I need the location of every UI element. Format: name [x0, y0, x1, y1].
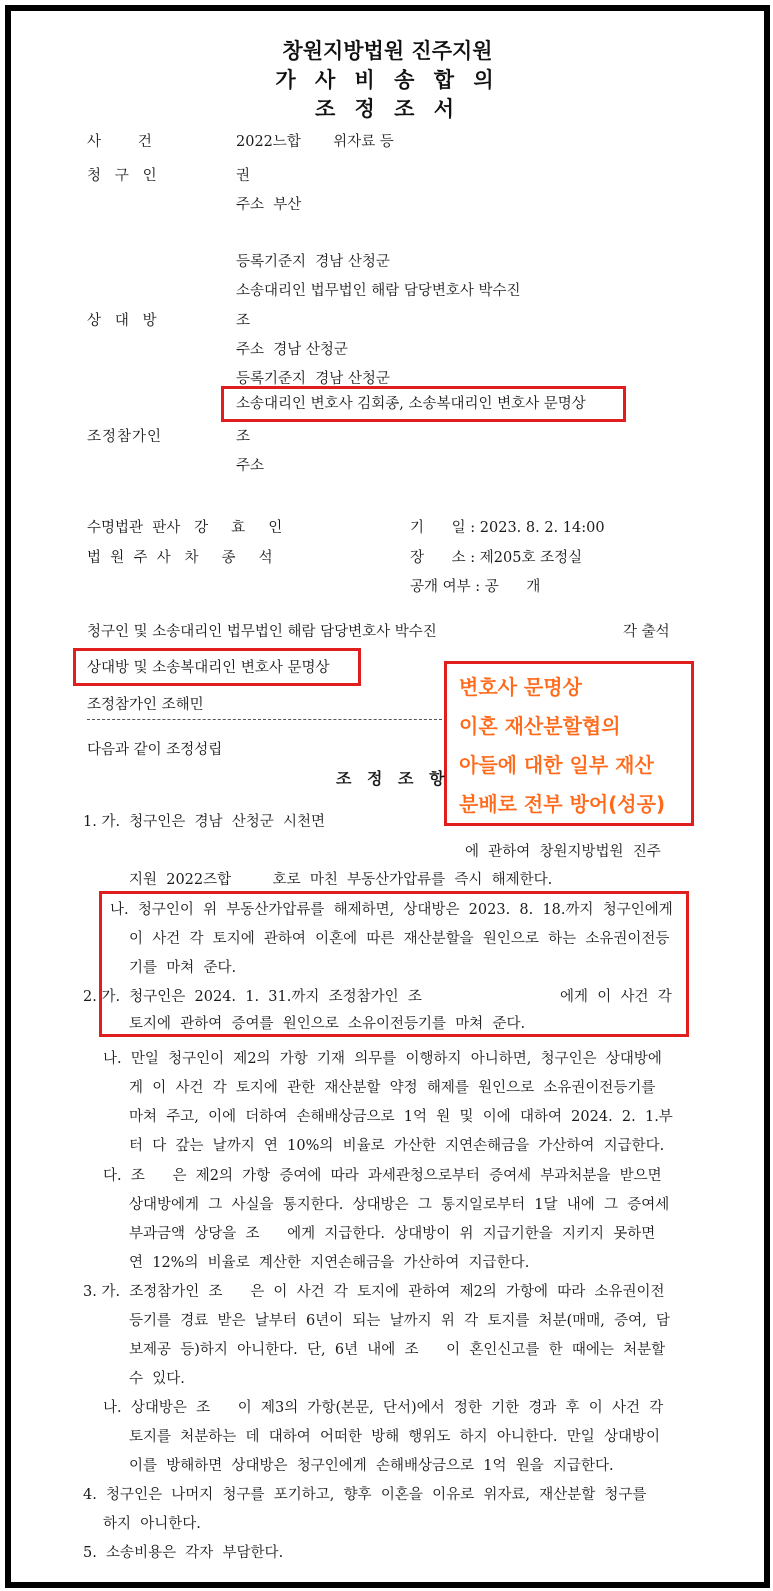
term-1b-line-1: 나. 청구인이 위 부동산가압류를 해제하면, 상대방은 2023. 8. 18.까지 청구인에게 [110, 902, 673, 918]
term-3a-line-1: 3. 가. 조정참가인 조 은 이 사건 각 토지에 관하여 제2의 가항에 따라 소유권이전 [83, 1284, 665, 1300]
judge-line: 수명법관 판사 강 효 인 [87, 520, 283, 536]
claimant-name: 권 [236, 168, 251, 184]
respondent-representative: 소송대리인 변호사 김회종, 소송복대리인 변호사 문명상 [236, 396, 586, 412]
term-2b-line-3: 마쳐 주고, 이에 더하여 손해배상금으로 1억 원 및 이에 대하여 2024. 2. 1.부 [129, 1109, 673, 1125]
respondent-address: 주소 경남 산청군 [236, 342, 348, 358]
term-1a-line-2: 에 관하여 창원지방법원 진주 [465, 844, 661, 860]
claimant-label: 청 구 인 [87, 168, 157, 184]
attendance-present: 각 출석 [623, 624, 670, 640]
intervenor-name: 조 [236, 429, 251, 445]
term-2c-line-3: 부과금액 상당을 조 에게 지급한다. 상대방이 위 지급기한을 지키지 못하면 [129, 1226, 656, 1242]
term-4-line-2: 하지 아니한다. [103, 1516, 201, 1532]
term-2b-line-2: 게 이 사건 각 토지에 관한 재산분할 약정 해제를 원인으로 소유권이전등기를 [129, 1080, 656, 1096]
document-title: 조 정 조 서 [314, 97, 461, 121]
intervenor-label: 조정참가인 [87, 429, 163, 445]
term-1a-line-1: 1. 가. 청구인은 경남 산청군 시천면 [83, 814, 326, 830]
term-2b-line-1: 나. 만일 청구인이 제2의 가항 기재 의무를 이행하지 아니하면, 청구인은 상대방에 [103, 1051, 662, 1067]
intervenor-address: 주소 [236, 458, 265, 474]
session-public: 공개 여부 : 공 개 [410, 579, 541, 595]
case-value: 2022느합 위자료 등 [236, 134, 394, 150]
term-3b-line-1: 나. 상대방은 조 이 제3의 가항(본문, 단서)에서 정한 기한 경과 후 이 사건 각 [103, 1400, 664, 1416]
term-2a-line-2: 토지에 관하여 증여를 원인으로 소유이전등기를 마쳐 준다. [129, 1016, 526, 1032]
term-2a-line-1-right: 에게 이 사건 각 [560, 989, 672, 1005]
attendance-line-3: 조정참가인 조해민 [87, 697, 204, 713]
callout-line-1: 변호사 문명상 [459, 675, 582, 699]
callout-line-2: 이혼 재산분할협의 [459, 714, 621, 738]
term-3a-line-4: 수 있다. [129, 1371, 185, 1387]
term-1a-line-3: 지원 2022즈합 호로 마친 부동산가압류를 즉시 해제한다. [129, 872, 553, 888]
callout-line-3: 아들에 대한 일부 재산 [459, 753, 654, 777]
claimant-representative: 소송대리인 법무법인 해람 담당변호사 박수진 [236, 283, 521, 299]
term-3b-line-3: 이를 방해하면 상대방은 청구인에게 손해배상금으로 1억 원을 지급한다. [129, 1458, 614, 1474]
claimant-registry: 등록기준지 경남 산청군 [236, 254, 390, 270]
division-name: 가 사 비 송 합 의 [275, 68, 500, 92]
clerk-line: 법 원 주 사 차 종 석 [87, 550, 273, 566]
case-label: 사 건 [87, 134, 152, 150]
term-1b-line-3: 기를 마쳐 준다. [129, 960, 237, 976]
term-2c-line-4: 연 12%의 비율로 계산한 지연손해금을 가산하여 지급한다. [129, 1255, 530, 1271]
callout-box [444, 661, 694, 826]
session-date: 기 일 : 2023. 8. 2. 14:00 [410, 520, 605, 536]
term-1b-line-2: 이 사건 각 토지에 관하여 이혼에 따른 재산분할을 원인으로 하는 소유권이전등 [129, 931, 670, 947]
court-name: 창원지방법원 진주지원 [282, 39, 493, 63]
separator-line [87, 719, 442, 720]
term-5-line-1: 5. 소송비용은 각자 부담한다. [83, 1545, 284, 1561]
term-3a-line-2: 등기를 경료 받은 날부터 6년이 되는 날까지 위 각 토지를 처분(매매, 증여, 담 [129, 1313, 670, 1329]
settlement-result: 다음과 같이 조정성립 [87, 742, 223, 758]
respondent-registry: 등록기준지 경남 산청군 [236, 371, 390, 387]
attendance-line-1: 청구인 및 소송대리인 법무법인 해람 담당변호사 박수진 [87, 624, 437, 640]
term-2a-line-1: 2. 가. 청구인은 2024. 1. 31.까지 조정참가인 조 [83, 989, 422, 1005]
session-place: 장 소 : 제205호 조정실 [410, 550, 583, 566]
term-4-line-1: 4. 청구인은 나머지 청구를 포기하고, 향후 이혼을 이유로 위자료, 재산분할 청구를 [83, 1487, 647, 1503]
term-2b-line-4: 터 다 갚는 날까지 연 10%의 비율로 가산한 지연손해금을 가산하여 지급한다. [129, 1138, 665, 1154]
term-3b-line-2: 토지를 처분하는 데 대하여 어떠한 방해 행위도 하지 아니한다. 만일 상대방이 [129, 1429, 661, 1445]
claimant-address: 주소 부산 [236, 197, 302, 213]
term-2c-line-2: 상대방에게 그 사실을 통지한다. 상대방은 그 통지일로부터 1달 내에 그 증여세 [129, 1197, 670, 1213]
respondent-name: 조 [236, 313, 251, 329]
respondent-label: 상 대 방 [87, 313, 157, 329]
term-3a-line-3: 보제공 등)하지 아니한다. 단, 6년 내에 조 이 혼인신고를 한 때에는 처분할 [129, 1342, 666, 1358]
term-2c-line-1: 다. 조 은 제2의 가항 증여에 따라 과세관청으로부터 증여세 부과처분을 받으면 [103, 1168, 662, 1184]
callout-line-4: 분배로 전부 방어(성공) [459, 792, 666, 816]
terms-heading: 조 정 조 항 [336, 769, 450, 788]
attendance-line-2: 상대방 및 소송복대리인 변호사 문명상 [87, 660, 330, 676]
document-frame [5, 5, 770, 1588]
